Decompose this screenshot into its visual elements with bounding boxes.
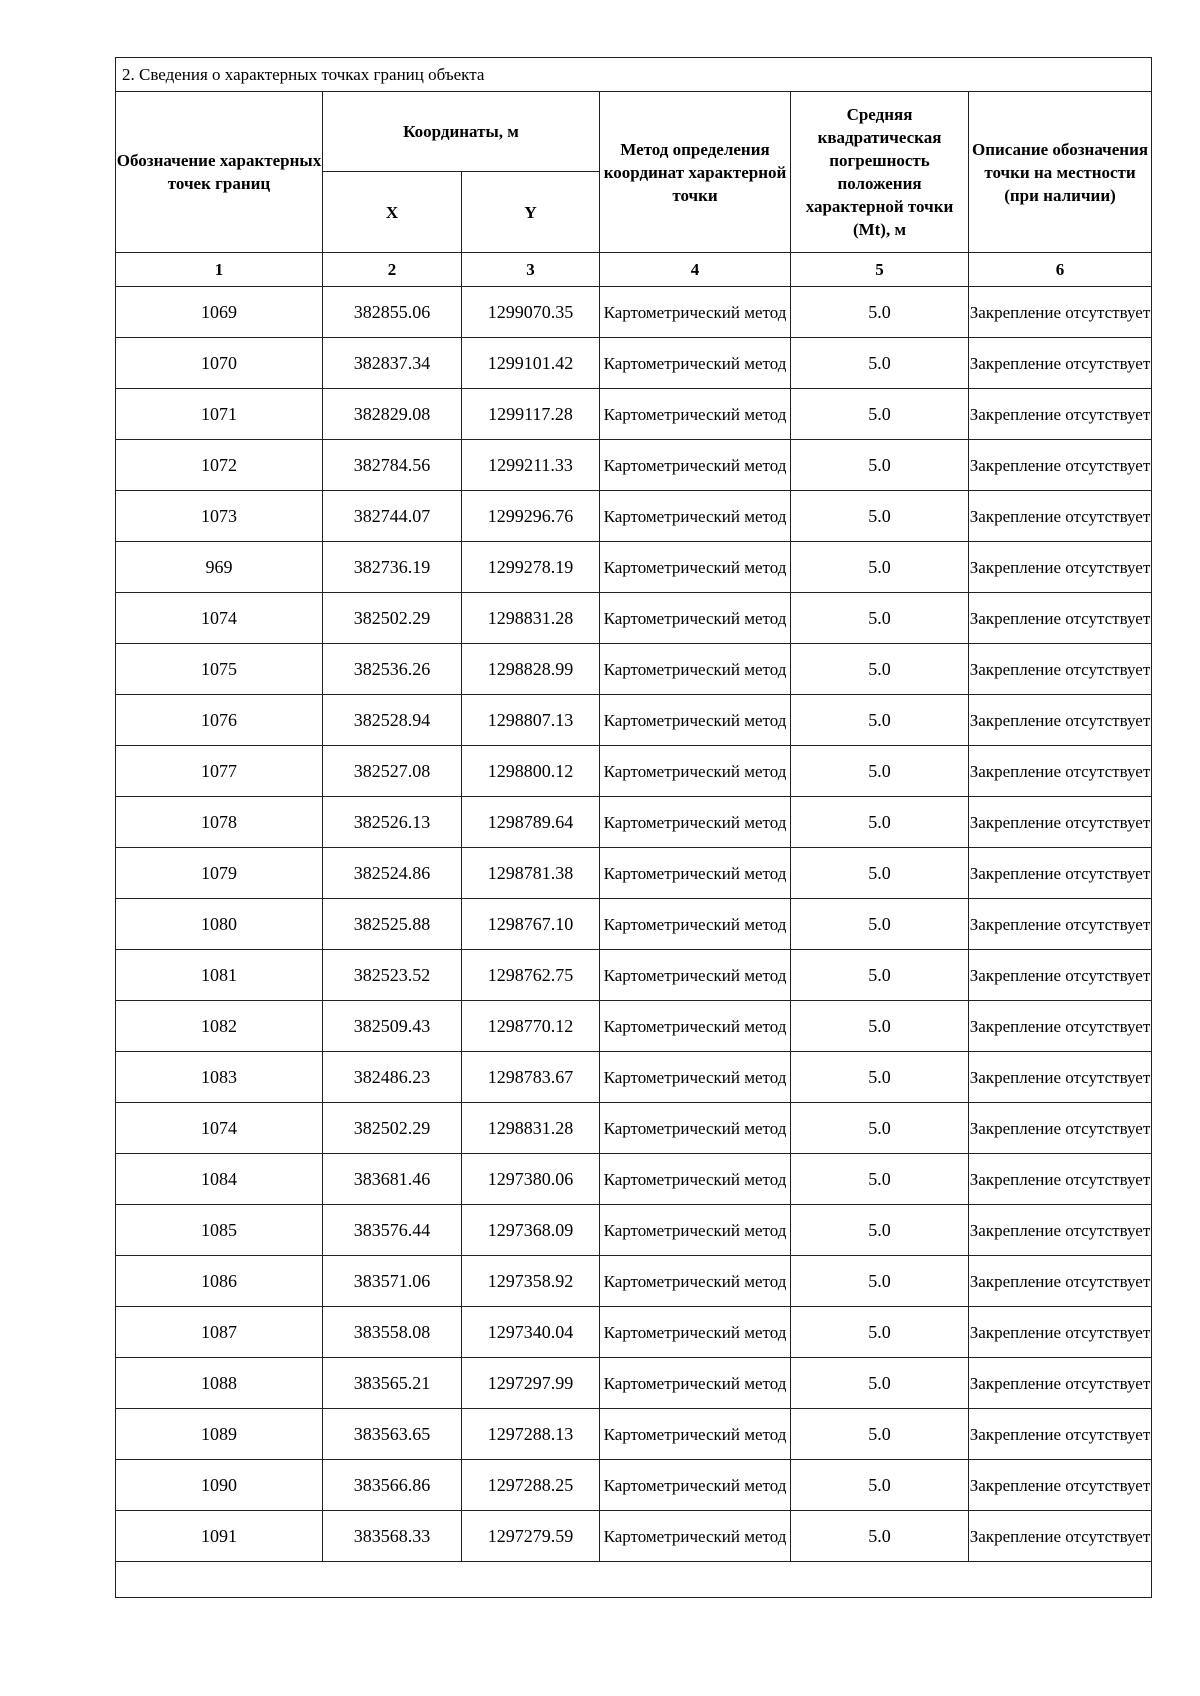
method-cell: Картометрический метод [600, 1154, 791, 1205]
mean-square-error-cell: 5.0 [791, 440, 969, 491]
x-coordinate-cell: 383568.33 [323, 1511, 462, 1562]
method-cell: Картометрический метод [600, 1205, 791, 1256]
x-coordinate-cell: 382536.26 [323, 644, 462, 695]
method-cell: Картометрический метод [600, 950, 791, 1001]
description-cell: Закрепление отсутствует [969, 848, 1152, 899]
table-row [116, 491, 1152, 542]
x-coordinate-cell: 383576.44 [323, 1205, 462, 1256]
method-cell: Картометрический метод [600, 1511, 791, 1562]
mean-square-error-cell: 5.0 [791, 797, 969, 848]
x-coordinate-cell: 382855.06 [323, 287, 462, 338]
method-cell: Картометрический метод [600, 1001, 791, 1052]
point-number-cell: 1091 [116, 1511, 323, 1562]
point-number-cell: 1073 [116, 491, 323, 542]
x-coordinate-cell: 382486.23 [323, 1052, 462, 1103]
description-cell: Закрепление отсутствует [969, 644, 1152, 695]
table-row [116, 899, 1152, 950]
point-number-cell: 1086 [116, 1256, 323, 1307]
description-cell: Закрепление отсутствует [969, 1460, 1152, 1511]
description-cell: Закрепление отсутствует [969, 440, 1152, 491]
point-number-cell: 1077 [116, 746, 323, 797]
x-coordinate-cell: 382736.19 [323, 542, 462, 593]
x-coordinate-cell: 382525.88 [323, 899, 462, 950]
point-number-cell: 1089 [116, 1409, 323, 1460]
table-row [116, 1511, 1152, 1562]
y-coordinate-cell: 1299070.35 [462, 287, 600, 338]
mean-square-error-cell: 5.0 [791, 593, 969, 644]
point-number-cell: 1070 [116, 338, 323, 389]
mean-square-error-cell: 5.0 [791, 695, 969, 746]
description-cell: Закрепление отсутствует [969, 1511, 1152, 1562]
y-coordinate-cell: 1298783.67 [462, 1052, 600, 1103]
x-coordinate-cell: 383571.06 [323, 1256, 462, 1307]
y-coordinate-cell: 1298828.99 [462, 644, 600, 695]
method-cell: Картометрический метод [600, 1358, 791, 1409]
y-coordinate-cell: 1299278.19 [462, 542, 600, 593]
description-cell: Закрепление отсутствует [969, 950, 1152, 1001]
method-cell: Картометрический метод [600, 899, 791, 950]
method-cell: Картометрический метод [600, 1409, 791, 1460]
description-cell: Закрепление отсутствует [969, 1103, 1152, 1154]
method-cell: Картометрический метод [600, 644, 791, 695]
point-number-cell: 1085 [116, 1205, 323, 1256]
point-number-cell: 1088 [116, 1358, 323, 1409]
description-cell: Закрепление отсутствует [969, 1409, 1152, 1460]
x-coordinate-cell: 382837.34 [323, 338, 462, 389]
mean-square-error-cell: 5.0 [791, 287, 969, 338]
point-number-cell: 1069 [116, 287, 323, 338]
description-cell: Закрепление отсутствует [969, 1001, 1152, 1052]
description-cell: Закрепление отсутствует [969, 542, 1152, 593]
table-row [116, 1001, 1152, 1052]
column-number: 4 [600, 253, 791, 287]
method-cell: Картометрический метод [600, 1460, 791, 1511]
y-coordinate-cell: 1297288.13 [462, 1409, 600, 1460]
method-cell: Картометрический метод [600, 287, 791, 338]
column-number: 1 [116, 253, 323, 287]
method-cell: Картометрический метод [600, 1103, 791, 1154]
mean-square-error-cell: 5.0 [791, 950, 969, 1001]
mean-square-error-cell: 5.0 [791, 389, 969, 440]
description-cell: Закрепление отсутствует [969, 1358, 1152, 1409]
description-cell: Закрепление отсутствует [969, 593, 1152, 644]
point-number-cell: 1083 [116, 1052, 323, 1103]
method-cell: Картометрический метод [600, 338, 791, 389]
table-row [116, 1205, 1152, 1256]
y-coordinate-cell: 1298800.12 [462, 746, 600, 797]
description-cell: Закрепление отсутствует [969, 338, 1152, 389]
mean-square-error-cell: 5.0 [791, 746, 969, 797]
mean-square-error-cell: 5.0 [791, 1358, 969, 1409]
table-row [116, 440, 1152, 491]
y-coordinate-cell: 1297279.59 [462, 1511, 600, 1562]
y-coordinate-cell: 1298781.38 [462, 848, 600, 899]
table-row [116, 1154, 1152, 1205]
description-cell: Закрепление отсутствует [969, 287, 1152, 338]
mean-square-error-cell: 5.0 [791, 1460, 969, 1511]
x-coordinate-cell: 382524.86 [323, 848, 462, 899]
x-coordinate-cell: 382829.08 [323, 389, 462, 440]
mean-square-error-cell: 5.0 [791, 1001, 969, 1052]
y-coordinate-cell: 1297340.04 [462, 1307, 600, 1358]
x-coordinate-cell: 382526.13 [323, 797, 462, 848]
point-number-cell: 1087 [116, 1307, 323, 1358]
method-cell: Картометрический метод [600, 389, 791, 440]
column-number: 3 [462, 253, 600, 287]
description-cell: Закрепление отсутствует [969, 1154, 1152, 1205]
description-cell: Закрепление отсутствует [969, 1205, 1152, 1256]
table-row [116, 1358, 1152, 1409]
table-row [116, 1409, 1152, 1460]
table-row [116, 1256, 1152, 1307]
y-coordinate-cell: 1297297.99 [462, 1358, 600, 1409]
mean-square-error-cell: 5.0 [791, 1205, 969, 1256]
method-cell: Картометрический метод [600, 440, 791, 491]
column-number: 5 [791, 253, 969, 287]
point-number-cell: 1080 [116, 899, 323, 950]
x-coordinate-cell: 383563.65 [323, 1409, 462, 1460]
point-number-cell: 1075 [116, 644, 323, 695]
method-cell: Картометрический метод [600, 848, 791, 899]
table-row [116, 593, 1152, 644]
x-coordinate-cell: 382528.94 [323, 695, 462, 746]
mean-square-error-cell: 5.0 [791, 848, 969, 899]
method-cell: Картометрический метод [600, 1256, 791, 1307]
table-row [116, 848, 1152, 899]
header-coordinates: Координаты, м [323, 92, 600, 172]
description-cell: Закрепление отсутствует [969, 1052, 1152, 1103]
table-row [116, 1460, 1152, 1511]
mean-square-error-cell: 5.0 [791, 1307, 969, 1358]
table-row [116, 695, 1152, 746]
y-coordinate-cell: 1299296.76 [462, 491, 600, 542]
description-cell: Закрепление отсутствует [969, 695, 1152, 746]
mean-square-error-cell: 5.0 [791, 1154, 969, 1205]
column-number: 6 [969, 253, 1152, 287]
method-cell: Картометрический метод [600, 1052, 791, 1103]
description-cell: Закрепление отсутствует [969, 389, 1152, 440]
method-cell: Картометрический метод [600, 797, 791, 848]
header-description: Описание обозначения точки на местности (при наличии) [969, 92, 1152, 253]
column-numbers-row [116, 253, 1152, 287]
table-row [116, 644, 1152, 695]
header-x: X [323, 172, 462, 253]
table-row [116, 1052, 1152, 1103]
mean-square-error-cell: 5.0 [791, 1409, 969, 1460]
point-number-cell: 1071 [116, 389, 323, 440]
table-row [116, 542, 1152, 593]
table-row [116, 797, 1152, 848]
x-coordinate-cell: 383566.86 [323, 1460, 462, 1511]
header-mean-square-error: Средняя квадратическая погрешность положения характерной точки (Mt), м [791, 92, 969, 253]
method-cell: Картометрический метод [600, 746, 791, 797]
point-number-cell: 969 [116, 542, 323, 593]
table-row [116, 338, 1152, 389]
table-row [116, 950, 1152, 1001]
x-coordinate-cell: 382509.43 [323, 1001, 462, 1052]
y-coordinate-cell: 1297358.92 [462, 1256, 600, 1307]
mean-square-error-cell: 5.0 [791, 1103, 969, 1154]
y-coordinate-cell: 1297288.25 [462, 1460, 600, 1511]
point-number-cell: 1074 [116, 593, 323, 644]
x-coordinate-cell: 383565.21 [323, 1358, 462, 1409]
table-row [116, 1103, 1152, 1154]
x-coordinate-cell: 382523.52 [323, 950, 462, 1001]
method-cell: Картометрический метод [600, 695, 791, 746]
y-coordinate-cell: 1298789.64 [462, 797, 600, 848]
x-coordinate-cell: 382502.29 [323, 593, 462, 644]
x-coordinate-cell: 382502.29 [323, 1103, 462, 1154]
y-coordinate-cell: 1298762.75 [462, 950, 600, 1001]
y-coordinate-cell: 1298831.28 [462, 1103, 600, 1154]
point-number-cell: 1081 [116, 950, 323, 1001]
point-number-cell: 1090 [116, 1460, 323, 1511]
y-coordinate-cell: 1299101.42 [462, 338, 600, 389]
y-coordinate-cell: 1299211.33 [462, 440, 600, 491]
column-number: 2 [323, 253, 462, 287]
point-number-cell: 1074 [116, 1103, 323, 1154]
description-cell: Закрепление отсутствует [969, 797, 1152, 848]
table-body [116, 287, 1152, 1562]
description-cell: Закрепление отсутствует [969, 491, 1152, 542]
description-cell: Закрепление отсутствует [969, 1256, 1152, 1307]
y-coordinate-cell: 1297368.09 [462, 1205, 600, 1256]
point-number-cell: 1082 [116, 1001, 323, 1052]
y-coordinate-cell: 1298770.12 [462, 1001, 600, 1052]
point-number-cell: 1079 [116, 848, 323, 899]
mean-square-error-cell: 5.0 [791, 542, 969, 593]
x-coordinate-cell: 383681.46 [323, 1154, 462, 1205]
method-cell: Картометрический метод [600, 593, 791, 644]
description-cell: Закрепление отсутствует [969, 1307, 1152, 1358]
y-coordinate-cell: 1298807.13 [462, 695, 600, 746]
mean-square-error-cell: 5.0 [791, 338, 969, 389]
point-number-cell: 1084 [116, 1154, 323, 1205]
x-coordinate-cell: 383558.08 [323, 1307, 462, 1358]
mean-square-error-cell: 5.0 [791, 491, 969, 542]
header-y: Y [462, 172, 600, 253]
header-method: Метод определения координат характерной точки [600, 92, 791, 253]
table-row [116, 389, 1152, 440]
y-coordinate-cell: 1297380.06 [462, 1154, 600, 1205]
boundary-points-table [115, 57, 1152, 1598]
y-coordinate-cell: 1298831.28 [462, 593, 600, 644]
x-coordinate-cell: 382744.07 [323, 491, 462, 542]
section-title: 2. Сведения о характерных точках границ объекта [116, 58, 1152, 92]
mean-square-error-cell: 5.0 [791, 1256, 969, 1307]
method-cell: Картометрический метод [600, 542, 791, 593]
x-coordinate-cell: 382784.56 [323, 440, 462, 491]
point-number-cell: 1076 [116, 695, 323, 746]
point-number-cell: 1078 [116, 797, 323, 848]
mean-square-error-cell: 5.0 [791, 899, 969, 950]
method-cell: Картометрический метод [600, 491, 791, 542]
table-row [116, 1307, 1152, 1358]
description-cell: Закрепление отсутствует [969, 899, 1152, 950]
x-coordinate-cell: 382527.08 [323, 746, 462, 797]
header-point-designation: Обозначение характерных точек границ [116, 92, 323, 253]
y-coordinate-cell: 1299117.28 [462, 389, 600, 440]
mean-square-error-cell: 5.0 [791, 1511, 969, 1562]
table-row [116, 746, 1152, 797]
table-row [116, 287, 1152, 338]
mean-square-error-cell: 5.0 [791, 1052, 969, 1103]
method-cell: Картометрический метод [600, 1307, 791, 1358]
point-number-cell: 1072 [116, 440, 323, 491]
empty-footer-row [116, 1562, 1152, 1598]
description-cell: Закрепление отсутствует [969, 746, 1152, 797]
y-coordinate-cell: 1298767.10 [462, 899, 600, 950]
mean-square-error-cell: 5.0 [791, 644, 969, 695]
